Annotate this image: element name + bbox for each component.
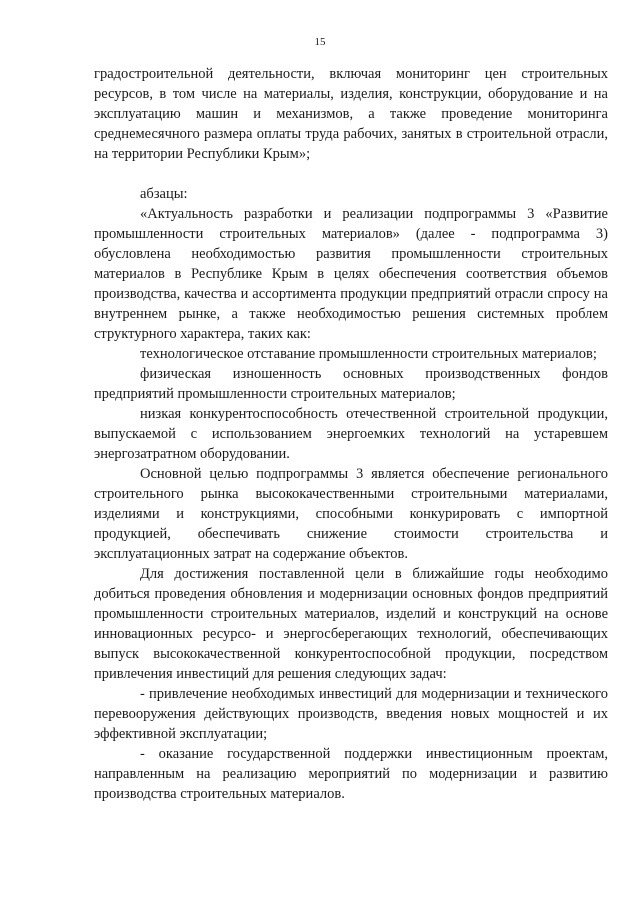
page-number: 15 — [314, 36, 326, 48]
paragraph-gap — [94, 164, 608, 184]
paragraph-task-1: - привлечение необходимых инвестиций для модернизации и технического перевооружения действующих производств, введения новых мощностей и их эффективной эксплуатации; — [94, 686, 608, 742]
paragraph-abzacy: абзацы: — [140, 186, 188, 202]
paragraph-goal: Основной целью подпрограммы 3 является обеспечение регионального строительного рынка высококачественными строительными материалами, изделиями и конструкциями, способными конкурировать с импортной продукцией, обеспечивать снижение стоимости строительства и эксплуатационных затрат на содержание объектов. — [94, 466, 608, 562]
paragraph-problem-1: технологическое отставание промышленности строительных материалов; — [140, 346, 597, 362]
document-body — [94, 64, 608, 804]
paragraph-task-2: - оказание государственной поддержки инвестиционным проектам, направленным на реализацию мероприятий по модернизации и развитию производства строительных материалов. — [94, 746, 608, 802]
paragraph-problem-2: физическая изношенность основных производственных фондов предприятий промышленности строительных материалов; — [94, 366, 608, 402]
paragraph-relevance: «Актуальность разработки и реализации подпрограммы 3 «Развитие промышленности строительных материалов» (далее - подпрограмма 3) обусловлена необходимостью развития промышленности строительных материалов в Республике Крым в целях обеспечения соответствия объемов производства, качества и ассортимента продукции предприятий отрасли спросу на внутреннем рынке, а также необходимостью решения системных проблем структурного характера, таких как: — [94, 206, 608, 342]
paragraph-continuation: градостроительной деятельности, включая мониторинг цен строительных ресурсов, в том числе на материалы, изделия, конструкции, оборудование и на эксплуатацию машин и механизмов, а также проведение мониторинга среднемесячного размера оплаты труда рабочих, занятых в строительной отрасли, на территории Республики Крым»; — [94, 66, 608, 162]
paragraph-measures: Для достижения поставленной цели в ближайшие годы необходимо добиться проведения обновления и модернизации основных фондов предприятий промышленности строительных материалов, изделий и конструкций на основе инновационных ресурсо- и энергосберегающих технологий, обеспечивающих выпуск высококачественной конкурентоспособной продукции, посредством привлечения инвестиций для решения следующих задач: — [94, 566, 608, 682]
paragraph-problem-3: низкая конкурентоспособность отечественной строительной продукции, выпускаемой с использованием энергоемких технологий на устаревшем энергозатратном оборудовании. — [94, 406, 608, 462]
